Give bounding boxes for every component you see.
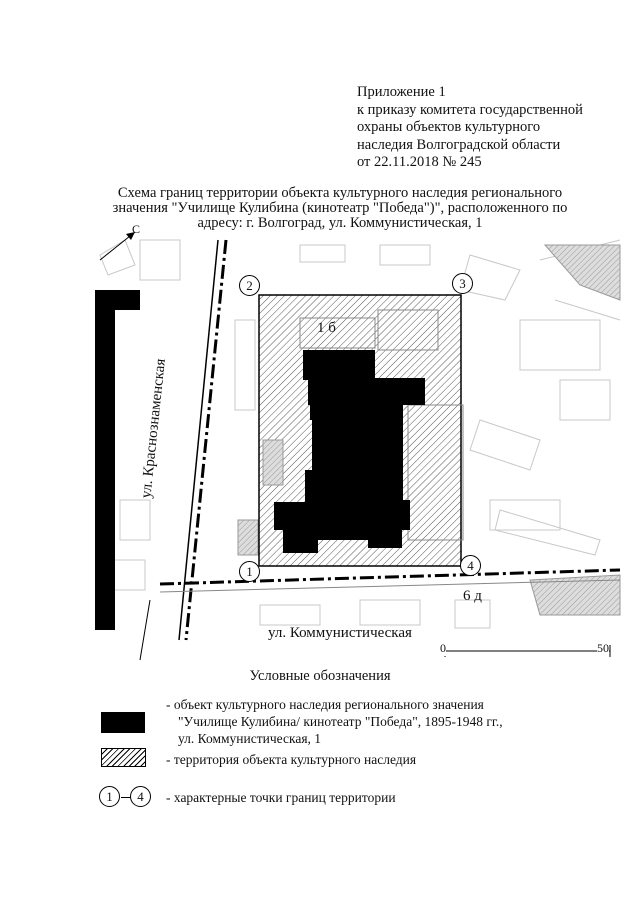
- appendix-line: наследия Волгоградской области: [357, 136, 561, 153]
- legend-item-points: - характерные точки границ территории: [166, 790, 396, 805]
- boundary-line-left: [186, 240, 226, 640]
- legend-text: - объект культурного наследия регионального значения: [166, 697, 484, 712]
- gray-area: [263, 440, 283, 485]
- scheme-title-line: адресу: г. Волгоград, ул. Коммунистическая, 1: [197, 215, 483, 231]
- legend-item-territory: - территория объекта культурного наследия: [166, 752, 417, 767]
- boundary-point-1: 1: [239, 561, 260, 582]
- legend-text: "Училище Кулибина/ кинотеатр "Победа", 1895-1948 гг.,: [178, 714, 503, 729]
- legend-swatch-heritage-object: [101, 712, 145, 733]
- legend-title: Условные обозначения: [249, 668, 391, 684]
- road-edge: [179, 240, 218, 640]
- legend-point-from: 1: [99, 786, 120, 807]
- scale-start-label: 0: [440, 641, 446, 655]
- appendix-line: к приказу комитета государственной: [357, 101, 583, 118]
- appendix-line: от 22.11.2018 № 245: [357, 154, 482, 170]
- boundary-point-2: 2: [239, 275, 260, 296]
- north-label: С: [132, 222, 141, 236]
- legend-swatch-territory: [101, 748, 146, 767]
- appendix-line: охраны объектов культурного: [357, 119, 541, 135]
- road-edge: [140, 600, 150, 660]
- legend-point-to: 4: [130, 786, 151, 807]
- north-arrow-icon: [100, 232, 135, 260]
- appendix-line: Приложение 1: [357, 84, 446, 100]
- scale-bar: [445, 645, 610, 657]
- adjacent-building: [95, 290, 140, 630]
- scheme-title-line: значения "Училище Кулибина (кинотеатр "Победа")", расположенного по: [112, 200, 568, 216]
- boundary-point-3: 3: [452, 273, 473, 294]
- scale-end-label: 50: [597, 641, 609, 655]
- gray-area: [545, 245, 620, 300]
- legend-text: ул. Коммунистическая, 1: [178, 731, 322, 746]
- street-label-bottom: ул. Коммунистическая: [268, 625, 412, 641]
- gray-area: [238, 520, 258, 555]
- building-label-6d: 6 д: [463, 588, 482, 604]
- street-label-left: ул. Краснознаменская: [138, 357, 169, 500]
- scheme-title-line: Схема границ территории объекта культурного наследия регионального: [117, 185, 563, 201]
- boundary-point-4: 4: [460, 555, 481, 576]
- building-label-1b: 1 б: [317, 320, 336, 336]
- legend-item-heritage-object: [166, 696, 503, 747]
